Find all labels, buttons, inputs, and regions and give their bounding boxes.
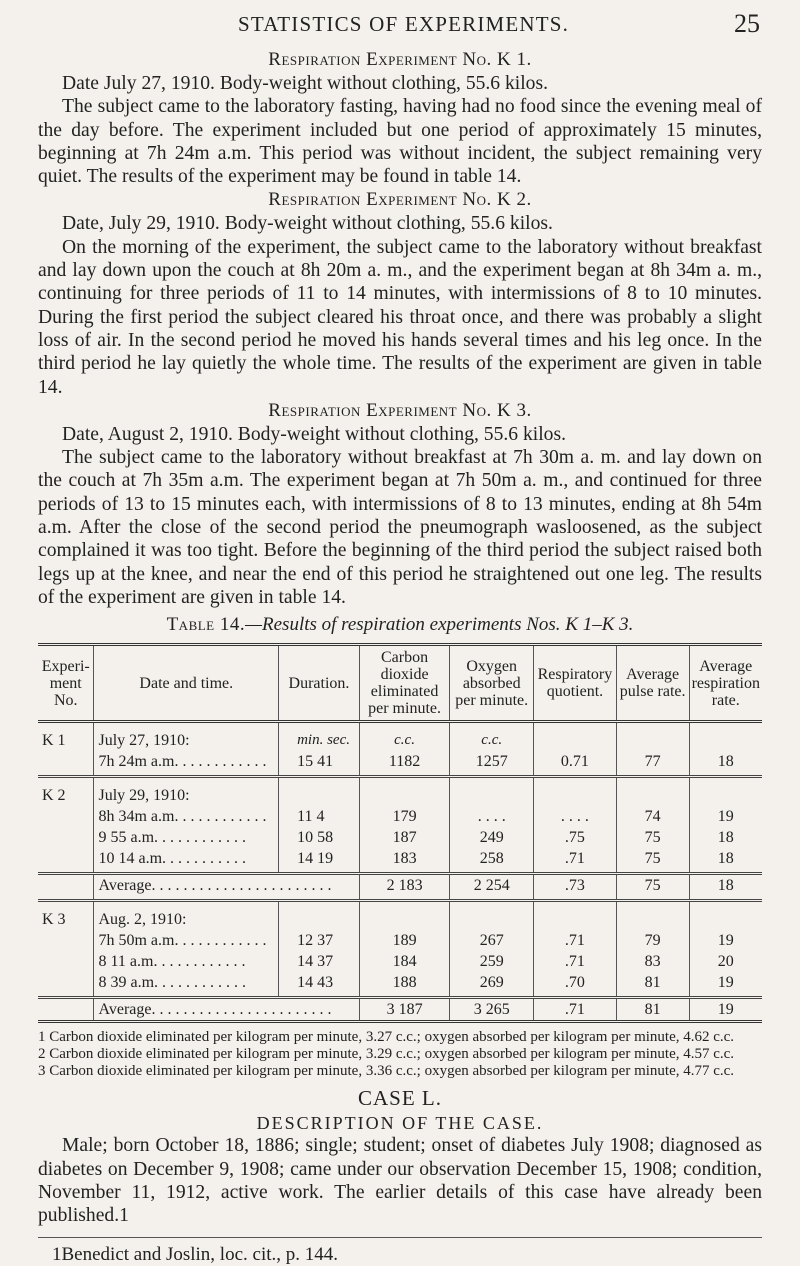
- case-text: Male; born October 18, 1886; single; student; onset of diabetes July 1908; diagnosed as diabetes on December 9, 1908; came under our observation December 15, 1908; condition, November 11, 1912, active work. The earlier details of this case have already been published.1: [38, 1135, 762, 1227]
- pulse-value: 75: [616, 827, 689, 848]
- col-o2: Oxygen absorbed per minute.: [450, 645, 534, 722]
- footnote-2: 2 Carbon dioxide eliminated per kilogram per minute, 3.29 c.c.; oxygen absorbed per kilogram per minute, 4.57 c.c.: [38, 1046, 735, 1063]
- rq-value: 0.71: [534, 751, 617, 777]
- co2-average: 3 187: [359, 998, 449, 1022]
- footnote-divider: [38, 1237, 762, 1238]
- duration: 10 58: [279, 827, 360, 848]
- average-row: [38, 998, 762, 1022]
- k2-text: On the morning of the experiment, the subject came to the laboratory without breakfast and lay down upon the couch at 8h 20m a. m., and the experiment began at 8h 34m a. m., continuing for three periods of 11 to 14 minutes, with intermissions of 8 to 10 minutes. During the first period the subject cleared his throat once, and there was probably a slight loss of air. In the second period he moved his hands several times and his leg once. In the third period he lay quietly the whole time. The results of the experiment are given in table 14.: [38, 236, 762, 398]
- co2-value: 188: [359, 972, 449, 998]
- footnote-3: 3 Carbon dioxide eliminated per kilogram per minute, 3.36 c.c.; oxygen absorbed per kilogram per minute, 4.77 c.c.: [38, 1063, 735, 1080]
- table-caption: [38, 613, 762, 637]
- table-row: [38, 806, 762, 827]
- time: 7h 24m a.m. . . . . . . . . . . .: [94, 751, 279, 777]
- heading-k3: Respiration Experiment No. K 3.: [268, 399, 532, 421]
- duration: 12 37: [279, 930, 360, 951]
- co2-value: 184: [359, 951, 449, 972]
- time: 8 11 a.m. . . . . . . . . . . .: [94, 951, 279, 972]
- duration: 15 41: [279, 751, 360, 777]
- table-header-row: [38, 645, 762, 722]
- k1-text: The subject came to the laboratory fasting, having had no food since the evening meal of the day before. The experiment included but one period of approximately 15 minutes, beginning at 7h 24m a.m. This period was without incident, the subject remaining very quiet. The results of the experiment may be found in table 14.: [38, 96, 762, 188]
- unit-o2: c.c.: [450, 722, 534, 752]
- col-experiment-no: Experi-ment No.: [38, 645, 94, 722]
- heading-k2: Respiration Experiment No. K 2.: [268, 189, 532, 211]
- resp-average: 19: [689, 998, 762, 1022]
- average-label: Average. . . . . . . . . . . . . . . . . . . . . . .: [94, 874, 359, 901]
- col-respiration: Average respiration rate.: [689, 645, 762, 722]
- co2-value: 1182: [359, 751, 449, 777]
- table-row: [38, 722, 762, 752]
- col-rq: Respiratory quotient.: [534, 645, 617, 722]
- rq-average: .71: [534, 998, 617, 1022]
- col-pulse: Average pulse rate.: [616, 645, 689, 722]
- page-number: 25: [734, 9, 760, 38]
- o2-average: 2 254: [450, 874, 534, 901]
- col-date-time: Date and time.: [94, 645, 279, 722]
- footnote-1: 1 Carbon dioxide eliminated per kilogram per minute, 3.27 c.c.; oxygen absorbed per kilogram per minute, 4.62 c.c.: [38, 1029, 735, 1046]
- rq-value: .75: [534, 827, 617, 848]
- duration: 14 37: [279, 951, 360, 972]
- pulse-value: 75: [616, 848, 689, 874]
- pulse-value: 77: [616, 751, 689, 777]
- resp-value: 18: [689, 751, 762, 777]
- o2-value: 259: [450, 951, 534, 972]
- exp-id: K 3: [42, 911, 66, 929]
- resp-value: 20: [689, 951, 762, 972]
- col-duration: Duration.: [279, 645, 360, 722]
- table-row: [38, 951, 762, 972]
- o2-value: . . . .: [450, 806, 534, 827]
- k1-date-line: Date July 27, 1910. Body-weight without clothing, 55.6 kilos.: [62, 73, 549, 94]
- o2-value: 249: [450, 827, 534, 848]
- table-row: [38, 848, 762, 874]
- exp-id: K 1: [42, 732, 66, 750]
- pulse-average: 81: [616, 998, 689, 1022]
- duration: 11 4: [279, 806, 360, 827]
- co2-value: 187: [359, 827, 449, 848]
- table-row: [38, 972, 762, 998]
- resp-value: 19: [689, 806, 762, 827]
- running-title: STATISTICS OF EXPERIMENTS.: [238, 12, 570, 36]
- table-row: [38, 827, 762, 848]
- rq-value: .70: [534, 972, 617, 998]
- co2-value: 189: [359, 930, 449, 951]
- page-footnote: 1Benedict and Joslin, loc. cit., p. 144.: [52, 1244, 339, 1266]
- table-label: Table 14.: [166, 614, 246, 636]
- time: 8h 34m a.m. . . . . . . . . . . .: [94, 806, 279, 827]
- average-label: Average. . . . . . . . . . . . . . . . . . . . . . .: [94, 998, 359, 1022]
- resp-value: 19: [689, 930, 762, 951]
- table-row: [38, 901, 762, 931]
- o2-value: 258: [450, 848, 534, 874]
- unit-co2: c.c.: [359, 722, 449, 752]
- resp-value: 18: [689, 827, 762, 848]
- o2-value: 269: [450, 972, 534, 998]
- table-footnotes: [38, 1029, 762, 1080]
- table-row: [38, 930, 762, 951]
- duration: 14 43: [279, 972, 360, 998]
- case-subtitle: DESCRIPTION OF THE CASE.: [256, 1113, 544, 1134]
- pulse-value: 79: [616, 930, 689, 951]
- page-body: [38, 48, 762, 1266]
- pulse-value: 81: [616, 972, 689, 998]
- resp-value: 19: [689, 972, 762, 998]
- date: July 29, 1910:: [94, 777, 279, 807]
- running-head: [0, 9, 800, 42]
- rq-average: .73: [534, 874, 617, 901]
- co2-value: 183: [359, 848, 449, 874]
- time: 9 55 a.m. . . . . . . . . . . .: [94, 827, 279, 848]
- resp-average: 18: [689, 874, 762, 901]
- co2-average: 2 183: [359, 874, 449, 901]
- table-title: —Results of respiration experiments Nos. K 1–K 3.: [245, 614, 634, 636]
- time: 10 14 a.m. . . . . . . . . . .: [94, 848, 279, 874]
- k3-text: The subject came to the laboratory without breakfast at 7h 30m a. m. and lay down on the couch at 7h 35m a.m. The experiment began at 7h 50m a. m., and continued for three periods of 13 to 15 minutes each, with intermissions of 8 to 13 minutes, ending at 8h 54m a.m. After the close of the second period the pneumograph wasloosened, as the subject complained it was too tight. Before the beginning of the third period the subject raised both legs up at the knee, and near the end of this period he straightened out one leg. The results of the experiment are given in table 14.: [38, 447, 762, 608]
- heading-k1: Respiration Experiment No. K 1.: [268, 49, 532, 70]
- pulse-average: 75: [616, 874, 689, 901]
- col-co2: Carbon dioxide eliminated per minute.: [359, 645, 449, 722]
- co2-value: 179: [359, 806, 449, 827]
- unit-duration: min. sec.: [279, 722, 360, 752]
- rq-value: .71: [534, 848, 617, 874]
- k2-date-line: Date, July 29, 1910. Body-weight without clothing, 55.6 kilos.: [62, 213, 553, 235]
- table-row: [38, 751, 762, 777]
- rq-value: .71: [534, 930, 617, 951]
- date: July 27, 1910:: [94, 722, 279, 752]
- resp-value: 18: [689, 848, 762, 874]
- o2-value: 267: [450, 930, 534, 951]
- time: 7h 50m a.m. . . . . . . . . . . .: [94, 930, 279, 951]
- date: Aug. 2, 1910:: [94, 901, 279, 931]
- o2-value: 1257: [450, 751, 534, 777]
- average-row: [38, 874, 762, 901]
- rq-value: . . . .: [534, 806, 617, 827]
- k3-date-line: Date, August 2, 1910. Body-weight without clothing, 55.6 kilos.: [62, 423, 566, 445]
- time: 8 39 a.m. . . . . . . . . . . .: [94, 972, 279, 998]
- results-table: [38, 643, 762, 1023]
- pulse-value: 74: [616, 806, 689, 827]
- case-title: CASE L.: [357, 1086, 442, 1111]
- pulse-value: 83: [616, 951, 689, 972]
- o2-average: 3 265: [450, 998, 534, 1022]
- table-row: [38, 777, 762, 807]
- rq-value: .71: [534, 951, 617, 972]
- duration: 14 19: [279, 848, 360, 874]
- exp-id: K 2: [42, 787, 66, 805]
